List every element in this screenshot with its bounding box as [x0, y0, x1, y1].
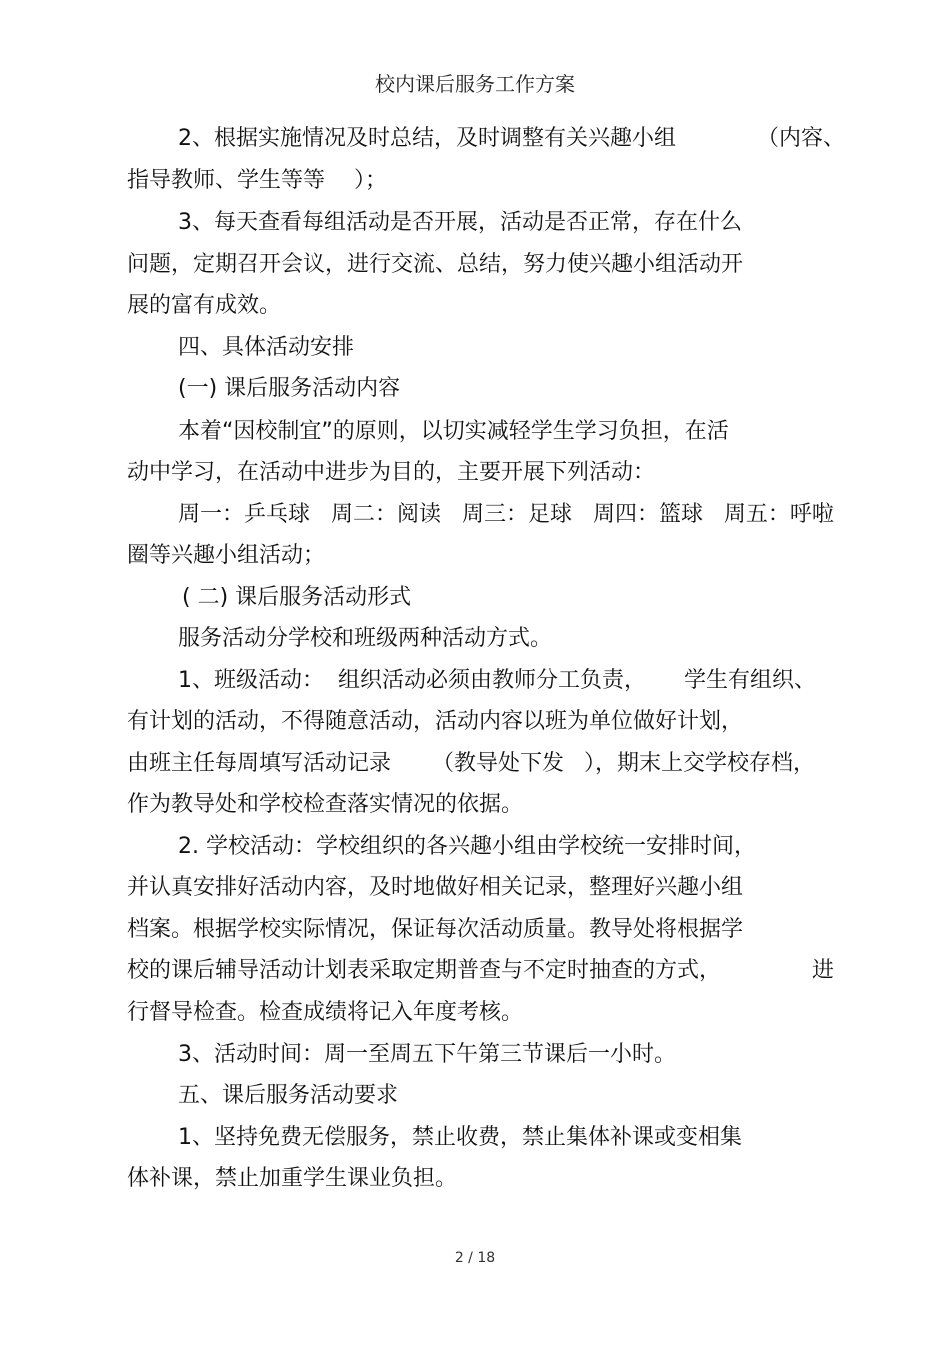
text-line: （教导处下发 — [432, 751, 565, 776]
page-number: 2 / 18 — [454, 1250, 496, 1266]
text-line: 问题，定期召开会议，进行交流、总结，努力使兴趣小组活动开 — [127, 252, 744, 277]
text-line: 动中学习，在活动中进步为目的，主要开展下列活动： — [127, 460, 656, 485]
text-line: 2、根据实施情况及时总结，及时调整有关兴趣小组 — [178, 126, 676, 151]
subsection-heading: (一) 课后服务活动内容 — [178, 376, 401, 401]
text-line: 3、每天查看每组活动是否开展，活动是否正常，存在什么 — [178, 210, 742, 235]
text-line: 本着“因校制宜”的原则，以切实减轻学生学习负担，在活 — [178, 419, 729, 444]
text-line: 服务活动分学校和班级两种活动方式。 — [178, 626, 553, 651]
text-line: 指导教师、学生等等 — [127, 168, 326, 193]
text-line: 周一：乒乓球 周二：阅读 周三：足球 周四：篮球 周五：呼啦 — [178, 502, 834, 527]
text-line: 体补课，禁止加重学生课业负担。 — [127, 1166, 458, 1191]
text-line: 有计划的活动，不得随意活动，活动内容以班为单位做好计划， — [127, 709, 744, 734]
text-line: 圈等兴趣小组活动； — [127, 543, 326, 568]
text-line: 作为教导处和学校检查落实情况的依据。 — [127, 792, 524, 817]
text-line: 档案。根据学校实际情况，保证每次活动质量。教导处将根据学 — [127, 917, 744, 942]
text-line: 3、活动时间：周一至周五下午第三节课后一小时。 — [178, 1042, 676, 1067]
section-heading: 四、具体活动安排 — [178, 335, 355, 360]
text-line: 校的课后辅导活动计划表采取定期普查与不定时抽查的方式， — [127, 958, 722, 983]
text-line: 展的富有成效。 — [127, 293, 282, 318]
text-line: ）； — [354, 168, 388, 193]
text-line: 1、坚持免费无偿服务，禁止收费，禁止集体补课或变相集 — [178, 1125, 742, 1150]
text-line: 并认真安排好活动内容，及时地做好相关记录，整理好兴趣小组 — [127, 875, 744, 900]
text-line: 由班主任每周填写活动记录 — [127, 751, 392, 776]
text-line: 学生有组织、 — [684, 668, 817, 693]
section-heading: 五、课后服务活动要求 — [178, 1083, 399, 1108]
text-line: 进 — [812, 958, 835, 983]
text-line: 2. 学校活动：学校组织的各兴趣小组由学校统一安排时间， — [178, 834, 756, 859]
text-line: 1、班级活动： 组织活动必须由教师分工负责， — [178, 668, 646, 693]
text-line: 行督导检查。检查成绩将记入年度考核。 — [127, 1000, 524, 1025]
text-line: （内容、 — [757, 126, 846, 151]
subsection-heading: ( 二) 课后服务活动形式 — [182, 585, 412, 610]
page-title: 校内课后服务工作方案 — [375, 72, 575, 96]
text-line: ），期末上交学校存档， — [584, 751, 816, 776]
